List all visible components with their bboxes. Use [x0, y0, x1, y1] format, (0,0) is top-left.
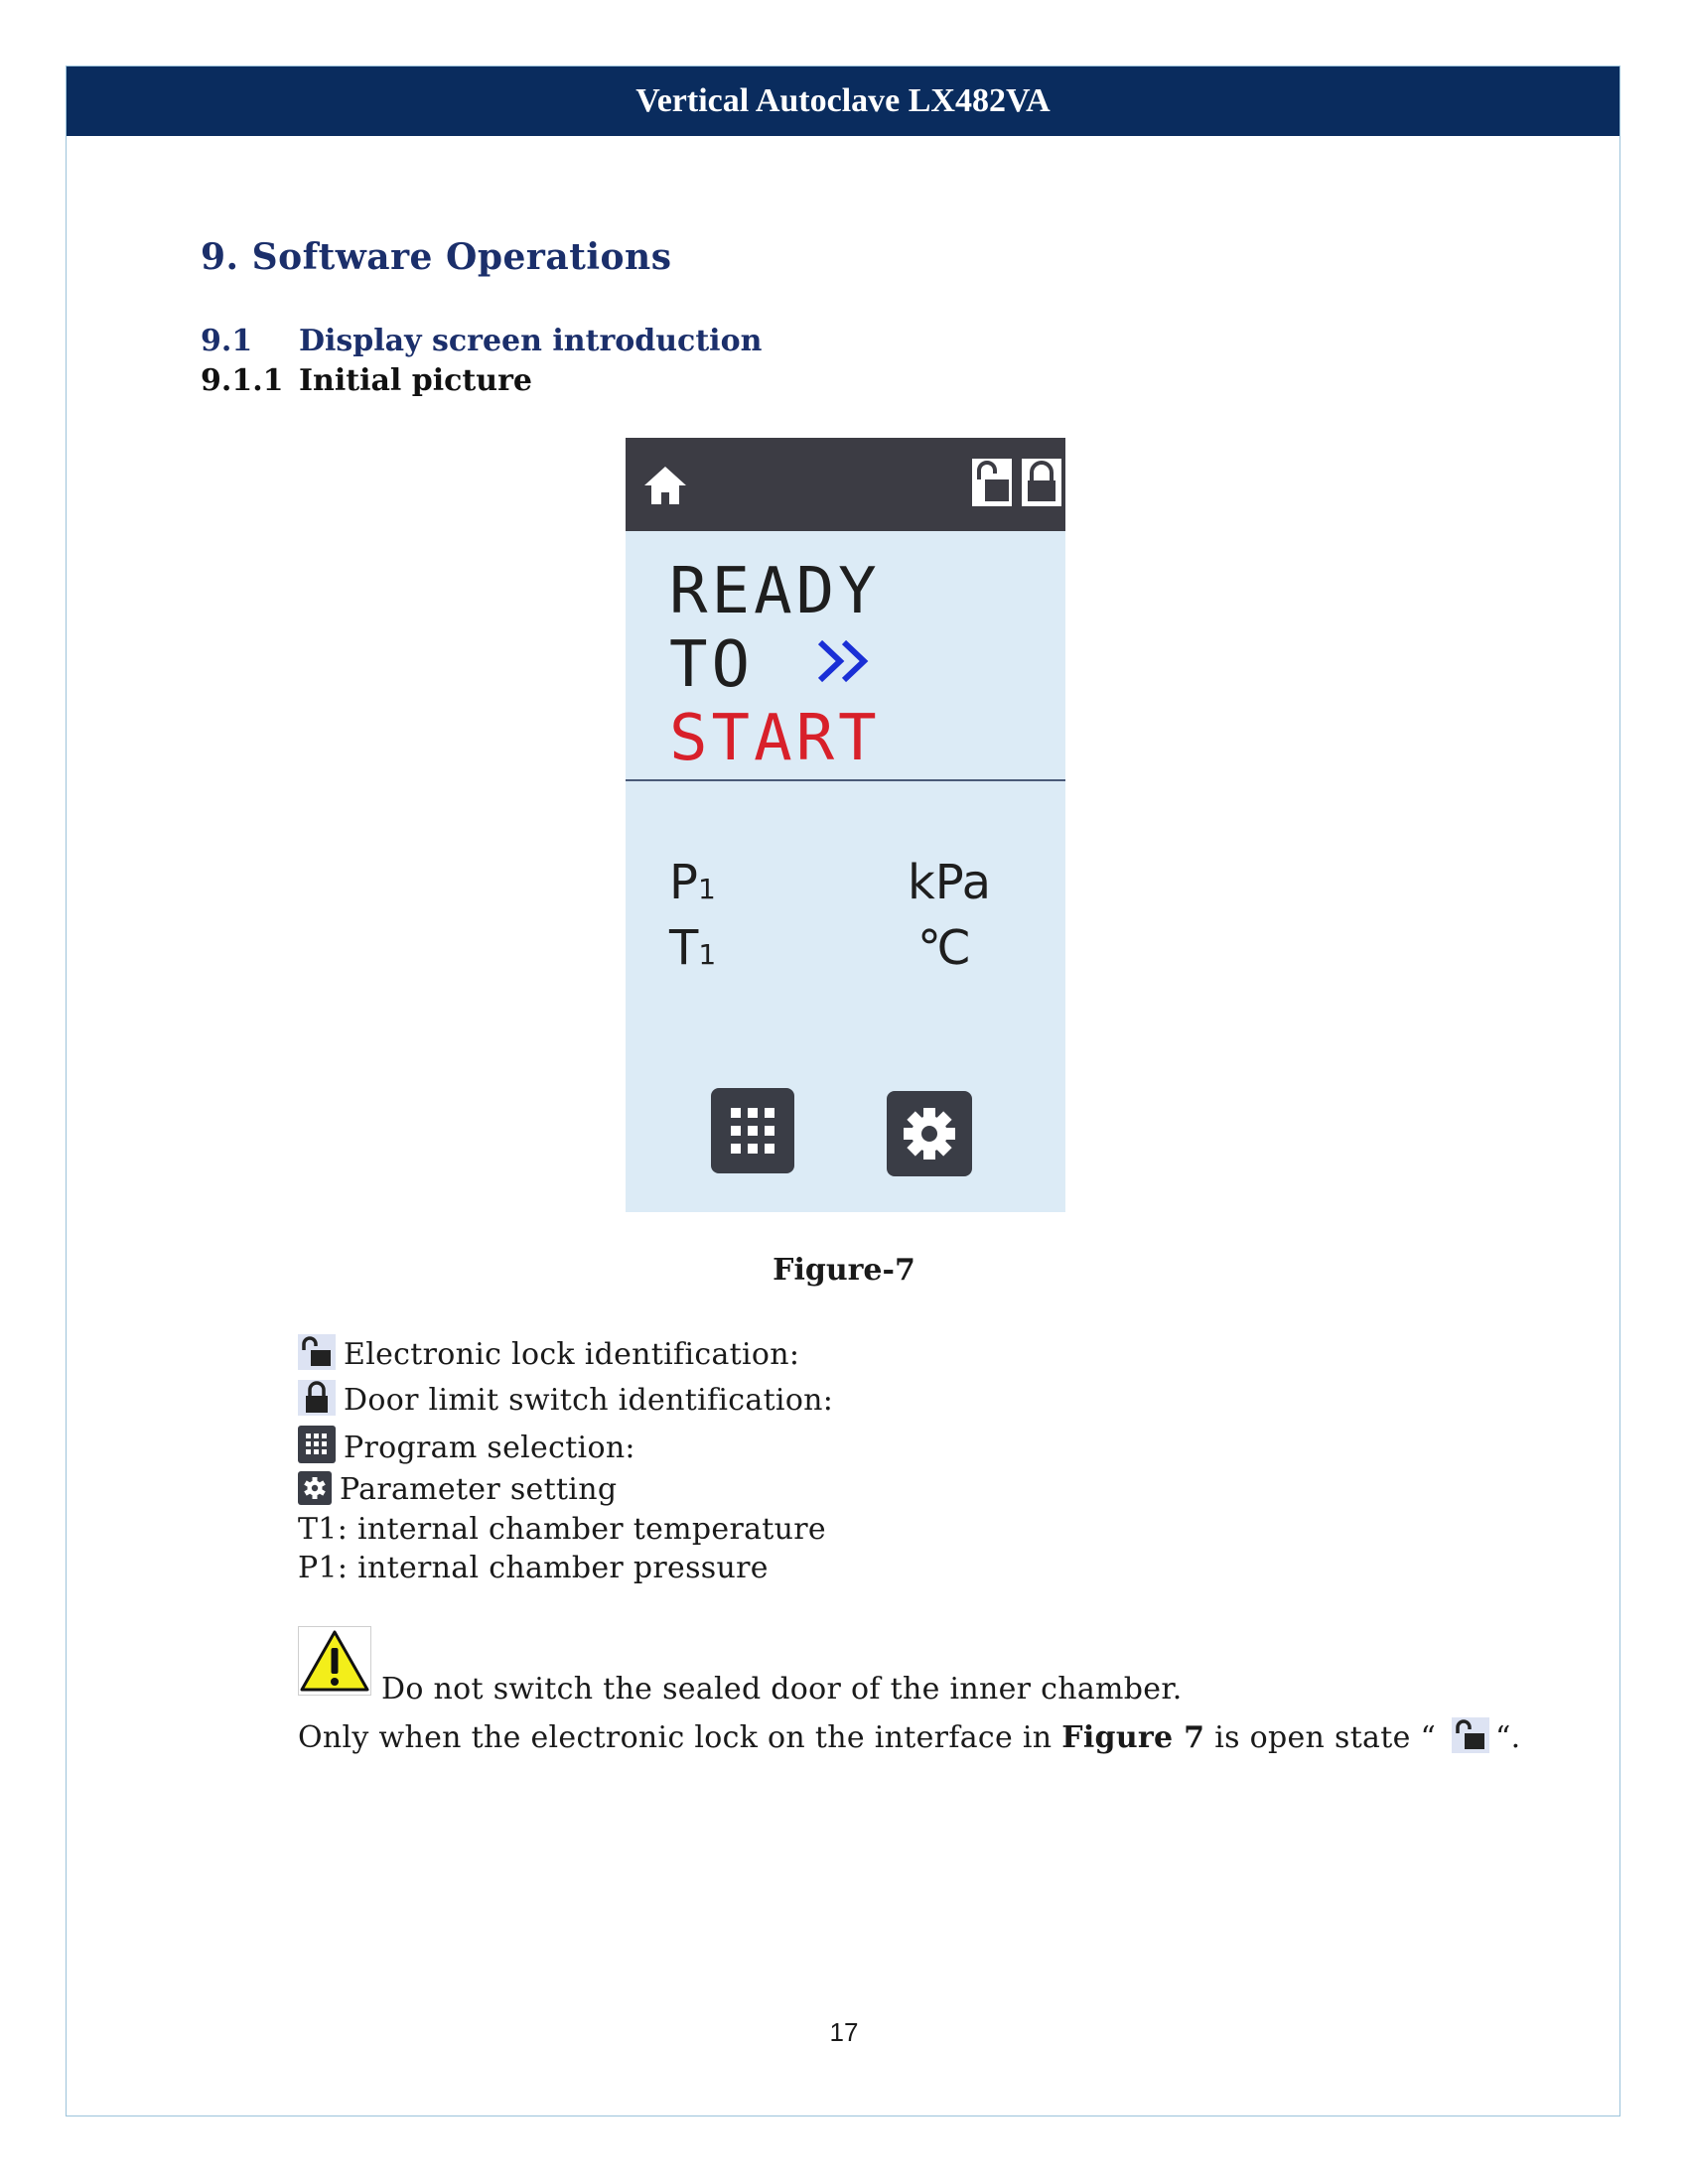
section-heading: 9. Software Operations	[201, 236, 672, 278]
parameter-setting-button[interactable]	[887, 1091, 972, 1176]
lock-closed-icon[interactable]	[1021, 458, 1062, 507]
grid-icon	[298, 1426, 336, 1463]
subsubsection-heading: 9.1.1 Initial picture	[201, 363, 532, 398]
legend-program: Program selection:	[298, 1426, 635, 1465]
warning-line-1: Do not switch the sealed door of the inner chamber.	[381, 1672, 1183, 1706]
gear-icon	[887, 1091, 972, 1176]
legend-t1: T1: internal chamber temperature	[298, 1512, 826, 1547]
subsection-heading: 9.1 Display screen introduction	[201, 324, 763, 358]
warning-icon	[298, 1626, 371, 1696]
temperature-label: T1	[669, 920, 717, 976]
pressure-unit: kPa	[908, 855, 991, 910]
legend-p1: P1: internal chamber pressure	[298, 1551, 769, 1585]
home-icon[interactable]	[641, 464, 689, 507]
page-header: Vertical Autoclave LX482VA	[67, 67, 1619, 136]
program-selection-button[interactable]	[711, 1088, 794, 1173]
grid-icon	[711, 1088, 794, 1173]
double-chevron-right-icon[interactable]	[812, 636, 882, 686]
screen-divider	[626, 779, 1065, 781]
display-screen-figure	[626, 438, 1065, 1212]
ready-to-start-text: READY TO START	[669, 555, 881, 775]
pressure-label: P1	[669, 855, 716, 910]
gear-icon	[298, 1471, 332, 1505]
legend-lock: Electronic lock identification:	[298, 1334, 799, 1372]
legend-door: Door limit switch identification:	[298, 1380, 833, 1418]
screen-top-bar	[626, 438, 1065, 531]
legend-parameter: Parameter setting	[298, 1471, 617, 1507]
page-number: 17	[829, 2017, 859, 2047]
lock-open-icon[interactable]	[971, 458, 1013, 507]
temperature-unit: ℃	[917, 920, 971, 976]
lock-open-icon	[1452, 1717, 1489, 1753]
lock-open-icon	[298, 1334, 336, 1370]
figure-caption: Figure-7	[773, 1253, 915, 1288]
lock-closed-icon	[298, 1380, 336, 1416]
warning-line-2: Only when the electronic lock on the interface in Figure 7 is open state “ “.	[298, 1717, 1520, 1755]
